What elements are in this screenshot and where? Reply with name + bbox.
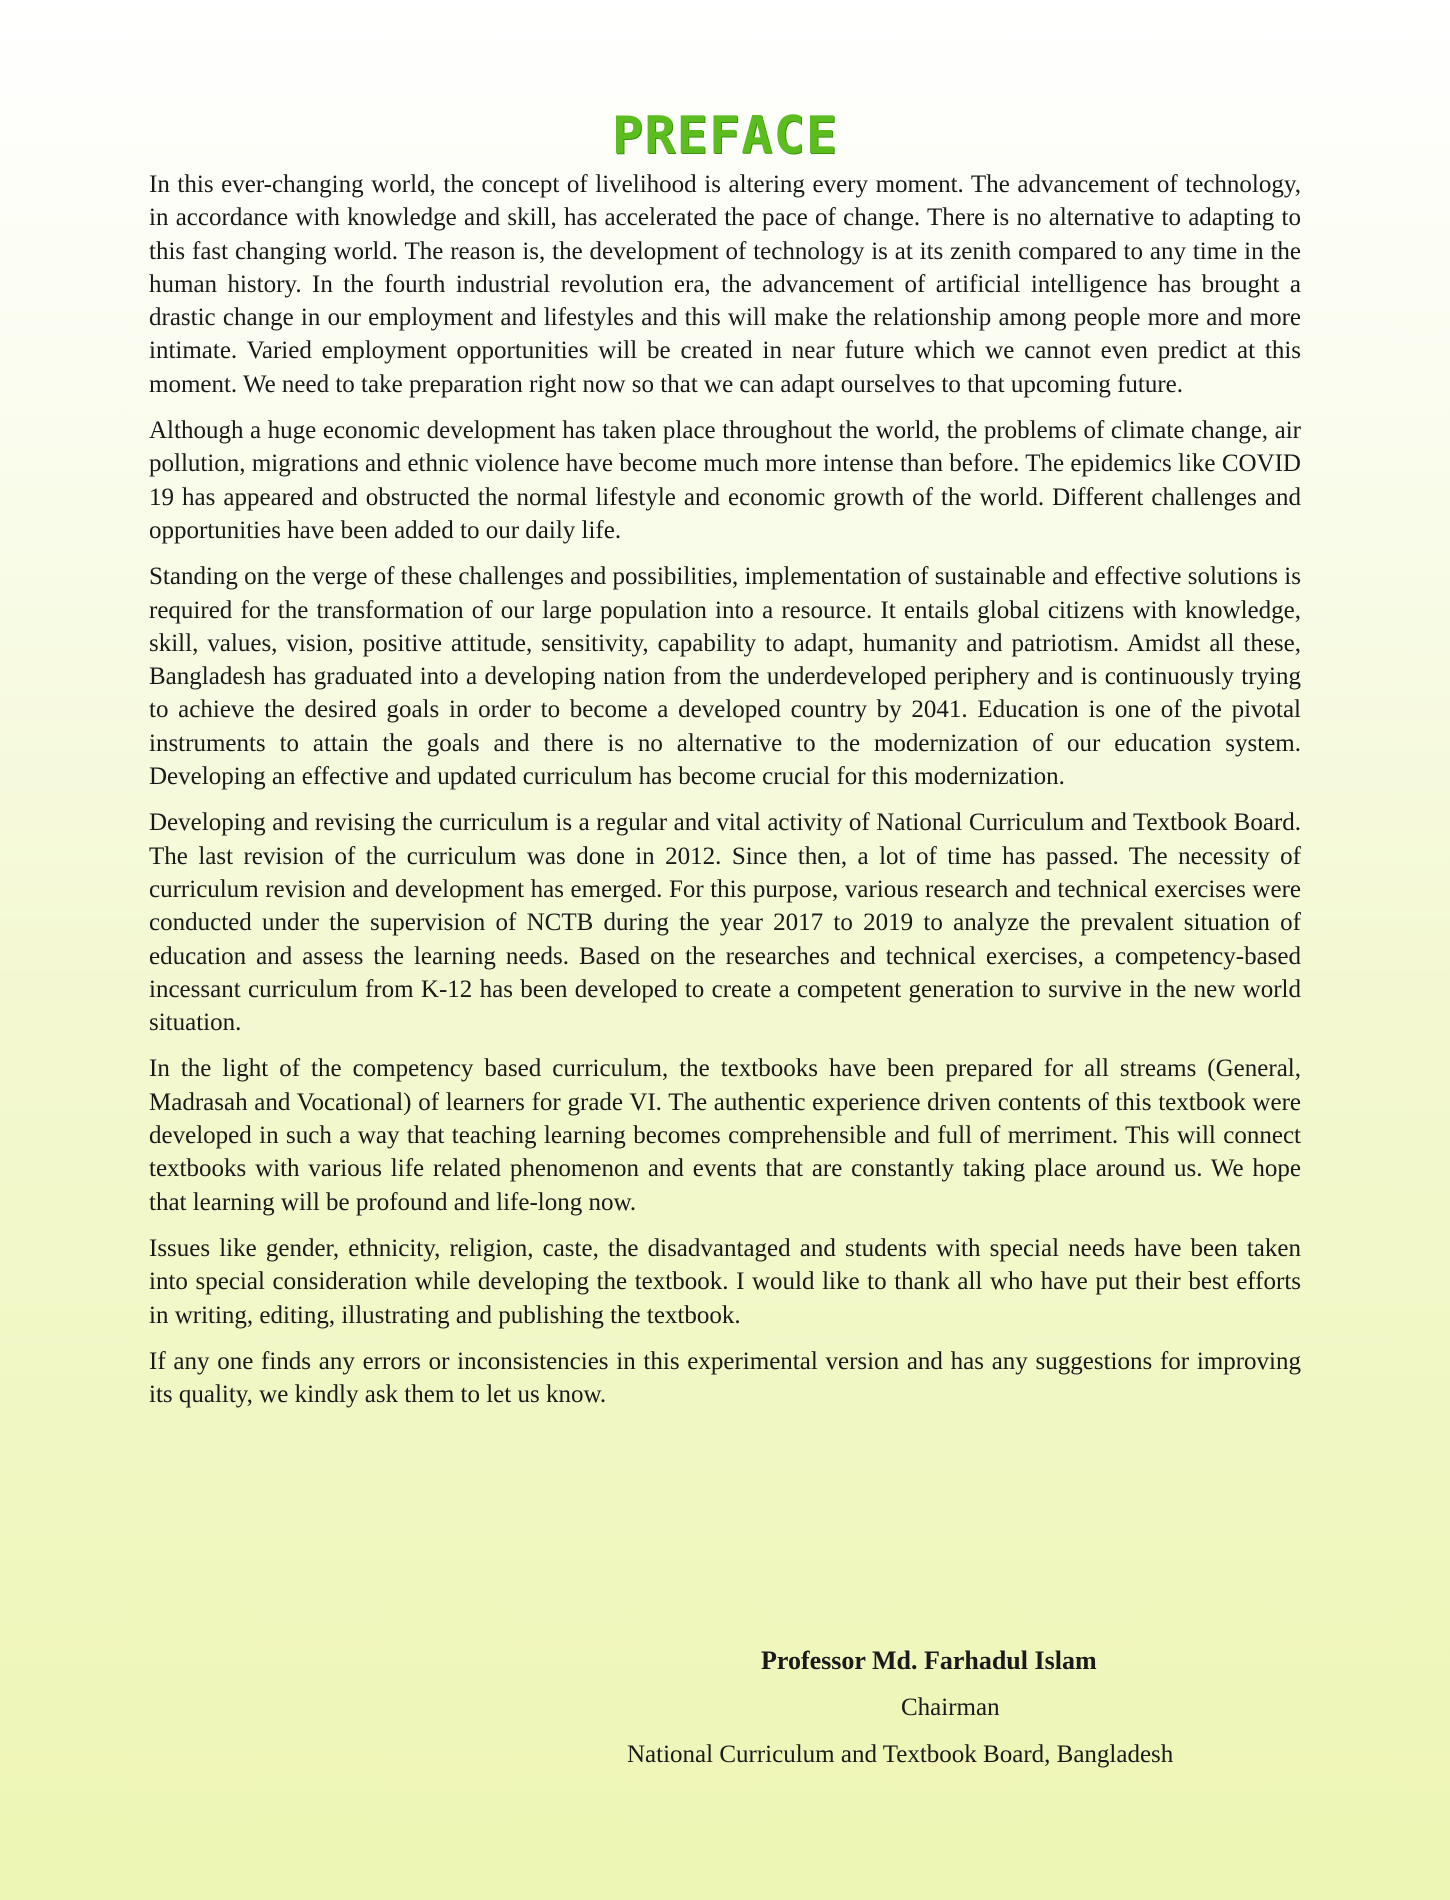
preface-page xyxy=(149,106,1301,1768)
paragraph-1: In this ever-changing world, the concept of livelihood is altering every moment. The advancement of technology, in accordance with knowledge and skill, has accelerated the pace of change. There is no alternative to adapting to this fast changing world. The reason is, the development of technology is at its zenith compared to any time in the human history. In the fourth industrial revolution era, the advancement of artificial intelligence has brought a drastic change in our employment and lifestyles and this will make the relationship among people more and more intimate. Varied employment opportunities will be created in near future which we cannot even predict at this moment. We need to take preparation right now so that we can adapt ourselves to that upcoming future. xyxy=(149,171,1301,398)
paragraph-2: Although a huge economic development has taken place throughout the world, the problems of climate change, air pollution, migrations and ethnic violence have become much more intense than before. The epidemics like COVID 19 has appeared and obstructed the normal lifestyle and economic growth of the world. Different challenges and opportunities have been added to our daily life. xyxy=(149,417,1301,544)
page-title: PREFACE xyxy=(611,106,839,166)
signatory-organization: National Curriculum and Textbook Board, Bangladesh xyxy=(627,1741,1174,1768)
paragraph-3: Standing on the verge of these challenges and possibilities, implementation of sustainable and effective solutions is required for the transformation of our large population into a resource. It entails global citizens with knowledge, skill, values, vision, positive attitude, sensitivity, capability to adapt, humanity and patriotism. Amidst all these, Bangladesh has graduated into a developing nation from the underdeveloped periphery and is continuously trying to achieve the desired goals in order to become a developed country by 2041. Education is one of the pivotal instruments to attain the goals and there is no alternative to the modernization of our education system. Developing an effective and updated curriculum has become crucial for this modernization. xyxy=(149,563,1301,791)
paragraph-7: If any one finds any errors or inconsistencies in this experimental version and has any suggestions for improving its quality, we kindly ask them to let us know. xyxy=(149,1347,1301,1409)
paragraph-5: In the light of the competency based curriculum, the textbooks have been prepared for all streams (General, Madrasah and Vocational) of learners for grade VI. The authentic experience driven contents of this textbook were developed in such a way that teaching learning becomes comprehensible and full of merriment. This will connect textbooks with various life related phenomenon and events that are constantly taking place around us. We hope that learning will be profound and life-long now. xyxy=(149,1055,1301,1216)
paragraph-4: Developing and revising the curriculum is a regular and vital activity of National Curriculum and Textbook Board. The last revision of the curriculum was done in 2012. Since then, a lot of time has passed. The necessity of curriculum revision and development has emerged. For this purpose, various research and technical exercises were conducted under the supervision of NCTB during the year 2017 to 2019 to analyze the prevalent situation of education and assess the learning needs. Based on the researches and technical exercises, a competency-based incessant curriculum from K-12 has been developed to create a competent generation to survive in the new world situation. xyxy=(149,809,1301,1037)
paragraph-6: Issues like gender, ethnicity, religion, caste, the disadvantaged and students with special needs have been taken into special consideration while developing the textbook. I would like to thank all who have put their best efforts in writing, editing, illustrating and publishing the textbook. xyxy=(149,1234,1301,1329)
signatory-role: Chairman xyxy=(901,1694,1000,1721)
signatory-name: Professor Md. Farhadul Islam xyxy=(761,1646,1097,1675)
